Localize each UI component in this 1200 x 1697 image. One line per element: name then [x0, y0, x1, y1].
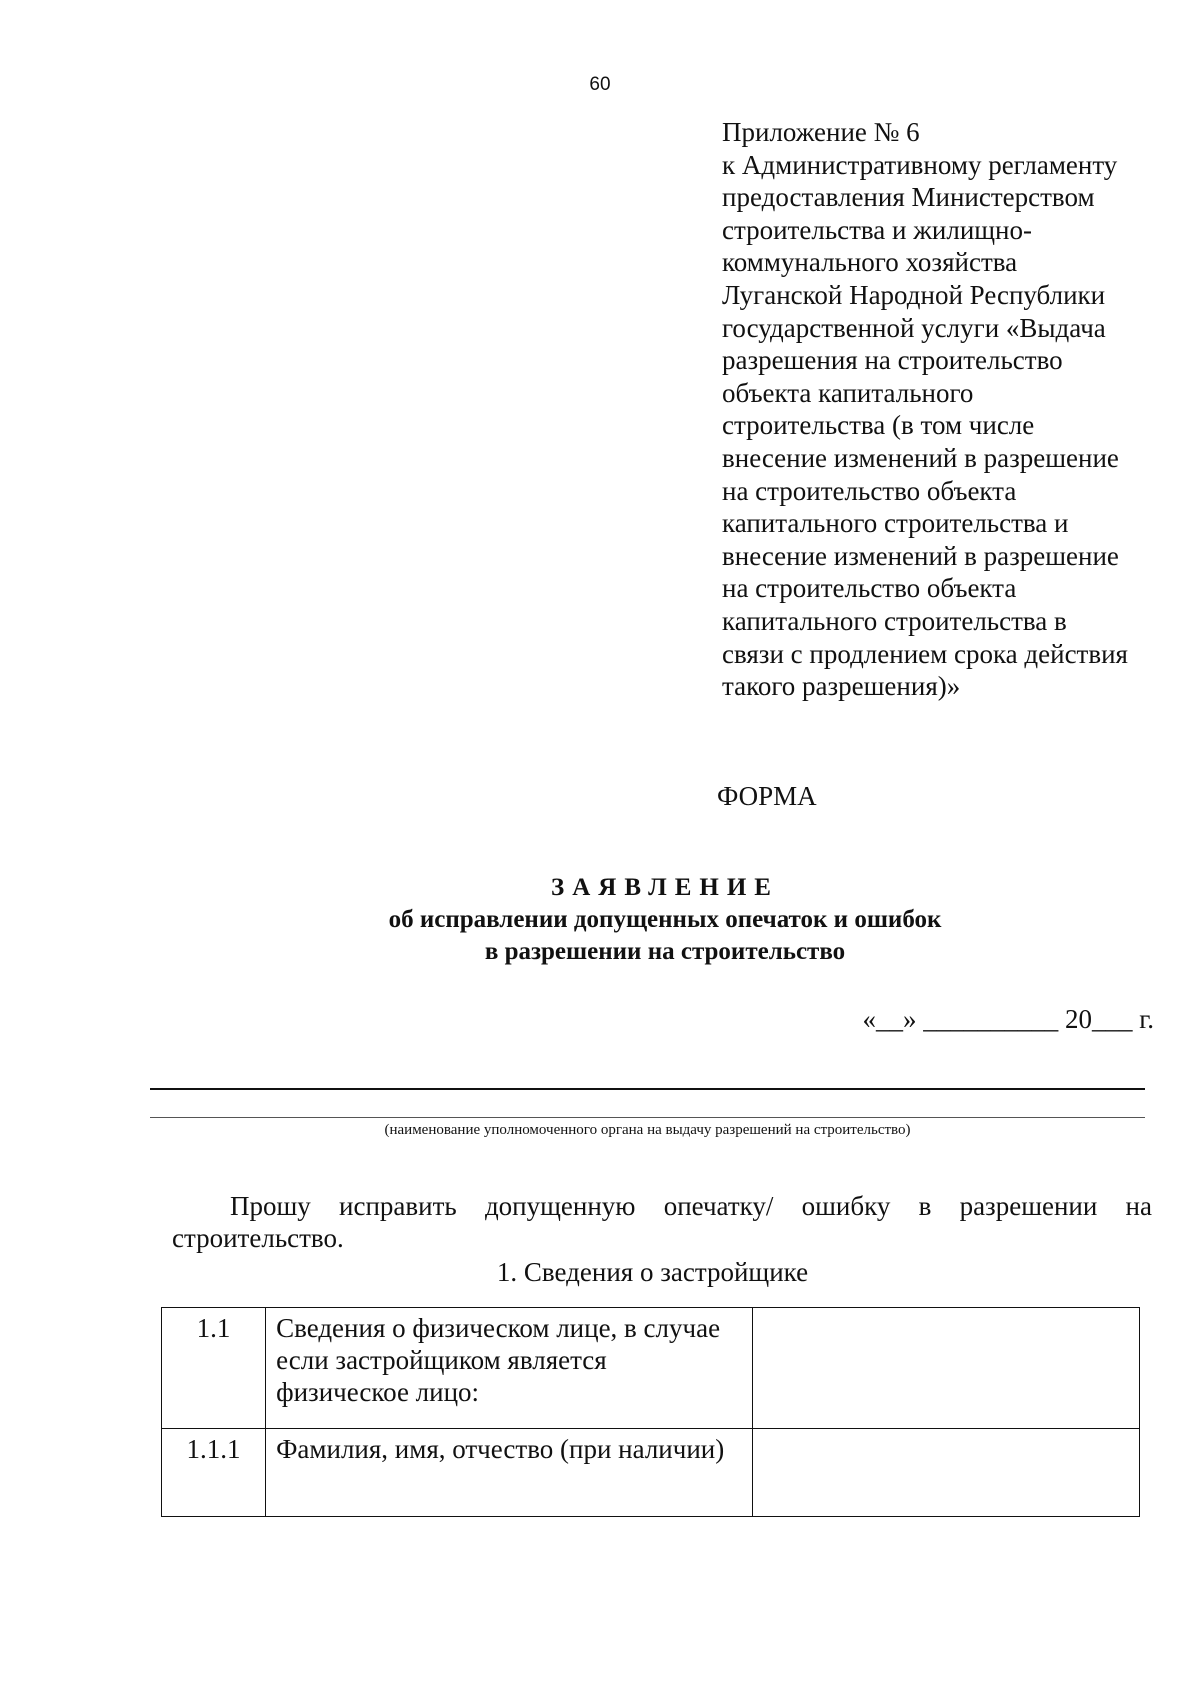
row-description: Сведения о физическом лице, в случае если застройщиком является физическое лицо: [266, 1308, 752, 1429]
date-field: «__» __________ 20___ г. [862, 1004, 1154, 1034]
appendix-line: капитального строительства в [722, 605, 1067, 636]
appendix-line: разрешения на строительство [722, 345, 1063, 376]
appendix-line: коммунального хозяйства [722, 247, 1018, 278]
row-number: 1.1 [162, 1308, 266, 1429]
appendix-line: связи с продлением срока действия [722, 638, 1128, 669]
table-row [162, 1308, 1140, 1429]
authority-line-secondary [150, 1117, 1145, 1118]
row-value-field [752, 1429, 1139, 1517]
row-value-field [752, 1308, 1139, 1429]
document-title [0, 872, 1200, 968]
appendix-line: внесение изменений в разрешение [722, 442, 1119, 473]
appendix-line: строительства и жилищно- [722, 214, 1032, 245]
request-line-2: строительство. [172, 1223, 344, 1253]
developer-info-table [161, 1307, 1140, 1517]
row-description: Фамилия, имя, отчество (при наличии) [266, 1429, 752, 1517]
appendix-line: объекта капитального [722, 377, 974, 408]
request-paragraph [172, 1190, 1152, 1254]
appendix-line: на строительство объекта [722, 573, 1017, 604]
appendix-line: строительства (в том числе [722, 410, 1035, 441]
authority-caption: (наименование уполномоченного органа на выдачу разрешений на строительство) [384, 1122, 911, 1138]
row-number: 1.1.1 [162, 1429, 266, 1517]
appendix-line: капитального строительства и [722, 508, 1069, 539]
request-line-1: Прошу исправить допущенную опечатку/ ошибку в разрешении на [230, 1191, 1152, 1221]
appendix-line: Приложение № 6 [722, 117, 920, 147]
appendix-line: такого разрешения)» [722, 671, 961, 702]
appendix-line: предоставления Министерством [722, 182, 1095, 213]
appendix-line: государственной услуги «Выдача [722, 312, 1106, 343]
title-line-2: об исправлении допущенных опечаток и ошибок [388, 906, 942, 933]
section-heading: 1. Сведения о застройщике [496, 1257, 809, 1287]
title-line-3: в разрешении на строительство [484, 938, 846, 965]
title-line-1: ЗАЯВЛЕНИЕ [551, 874, 779, 901]
form-label: ФОРМА [717, 781, 817, 811]
appendix-line: на строительство объекта [722, 475, 1017, 506]
appendix-line: к Административному регламенту [722, 149, 1118, 180]
page-number: 60 [589, 74, 611, 95]
authority-line [150, 1088, 1145, 1090]
table-row [162, 1429, 1140, 1517]
appendix-header [722, 116, 1172, 703]
appendix-line: Луганской Народной Республики [722, 279, 1106, 310]
appendix-line: внесение изменений в разрешение [722, 540, 1119, 571]
